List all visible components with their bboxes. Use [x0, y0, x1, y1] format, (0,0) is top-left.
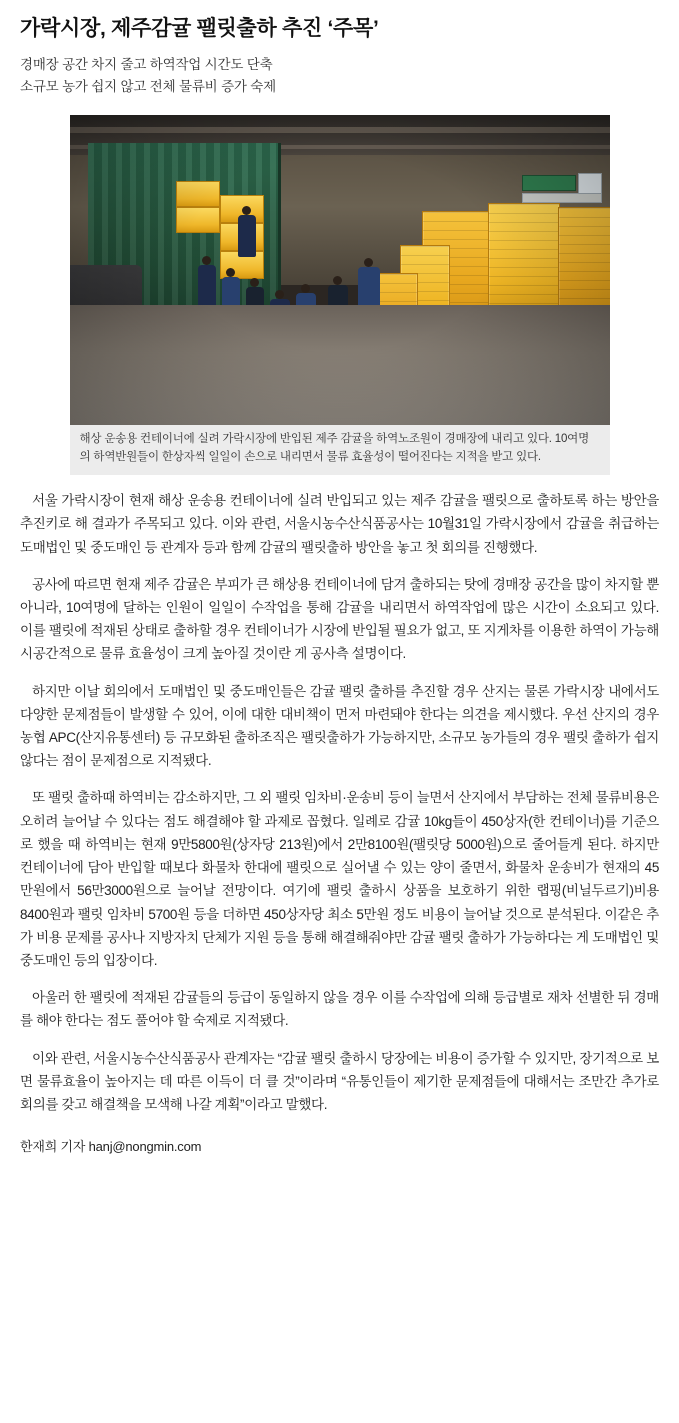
page-title: 가락시장, 제주감귤 팰릿출하 추진 ‘주목’ [20, 17, 379, 40]
subhead-list [20, 54, 659, 97]
photo-wrapper [70, 115, 610, 475]
byline: 한재희 기자 hanj@nongmin.com [20, 1139, 202, 1155]
subhead-line-1: 경매장 공간 차지 줄고 하역작업 시간도 단축 [20, 57, 273, 73]
photo-vignette [70, 115, 610, 425]
article-paragraph: 공사에 따르면 현재 제주 감귤은 부피가 큰 해상용 컨테이너에 담겨 출하되는 탓에 경매장 공간을 많이 차지할 뿐 아니라, 10여명에 달하는 인원이 일일이 수작업을 통해 감귤을 내리면서 하역작업에 많은 시간이 소요되고 있다. 이를 팰릿에 적재된 상태로 출하할 경우 컨테이너가 시장에 반입될 필요가 없고, 또 지게차를 이용한 하역이 가능해 시공간적으로 물류 효율성이 크게 높아질 것이란 게 공사측 설명이다. [20, 576, 659, 662]
subhead-line-2: 소규모 농가 쉽지 않고 전체 물류비 증가 숙제 [20, 78, 276, 94]
article-photo [70, 115, 610, 425]
article-paragraph: 서울 가락시장이 현재 해상 운송용 컨테이너에 실려 반입되고 있는 제주 감귤을 팰릿으로 출하토록 하는 방안을 추진키로 해 결과가 주목되고 있다. 이와 관련, 서울시농수산식품공사는 10월31일 가락시장에서 감귤을 취급하는 도매법인 및 중도매인 등 관계자 등과 함께 감귤의 팰릿출하 방안을 놓고 첫 회의를 진행했다. [20, 493, 659, 555]
article-paragraph: 아울러 한 팰릿에 적재된 감귤들의 등급이 동일하지 않을 경우 이를 수작업에 의해 등급별로 재차 선별한 뒤 경매를 해야 한다는 점도 풀어야 할 숙제로 지적됐다. [20, 990, 659, 1029]
photo-caption: 해상 운송용 컨테이너에 실려 가락시장에 반입된 제주 감귤을 하역노조원이 경매장에 내리고 있다. 10여명의 하역반원들이 한상자씩 일일이 손으로 내리면서 물류 효율성이 떨어진다는 지적을 받고 있다. [70, 425, 610, 475]
article-paragraph: 또 팰릿 출하때 하역비는 감소하지만, 그 외 팰릿 임차비·운송비 등이 늘면서 산지에서 부담하는 전체 물류비용은 오히려 늘어날 수 있다는 점도 해결해야 할 과제로 꼽혔다. 일례로 감귤 10kg들이 450상자(한 컨테이너)를 기준으로 했을 때 하역비는 현재 9만5800원(상자당 213원)에서 2만8100원(팰릿당 5000원)으로 줄어들게 된다. 하지만 컨테이너에 담아 반입할 때보다 화물차 한대에 팰릿으로 실어낼 수 있는 양이 줄면서, 화물차 운송비가 현재의 45만원에서 56만3000원으로 늘어날 전망이다. 여기에 팰릿 출하시 상품을 보호하기 위한 랩핑(비닐두르기)비용 8400원과 팰릿 임차비 5700원 등을 더하면 450상자당 최소 5만원 정도 비용이 늘어날 것으로 분석된다. 이같은 추가 비용 문제를 공사나 지방자치 단체가 지원 등을 통해 해결해줘야만 감귤 팰릿 출하가 가능하다는 게 도매법인 및 중도매인 등의 입장이다. [20, 790, 659, 968]
article-figure [20, 115, 659, 475]
article-paragraph: 이와 관련, 서울시농수산식품공사 관계자는 “감귤 팰릿 출하시 당장에는 비용이 증가할 수 있지만, 장기적으로 보면 물류효율이 높아지는 데 따른 이득이 더 클 것”이라며 “유통인들이 제기한 문제점들에 대해서는 조만간 추가로 회의를 갖고 해결책을 모색해 나갈 계획”이라고 말했다. [20, 1050, 659, 1113]
article-paragraph: 하지만 이날 회의에서 도매법인 및 중도매인들은 감귤 팰릿 출하를 추진할 경우 산지는 물론 가락시장 내에서도 다양한 문제점들이 발생할 수 있어, 이에 대한 대비책이 먼저 마련돼야 한다는 의견을 제시했다. 우선 산지의 경우 농협 APC(산지유통센터) 등 규모화된 출하조직은 팰릿출하가 가능하지만, 소규모 농가들의 경우 팰릿 출하가 쉽지 않다는 점이 문제점으로 지적됐다. [20, 683, 659, 769]
article-body [20, 489, 659, 1116]
